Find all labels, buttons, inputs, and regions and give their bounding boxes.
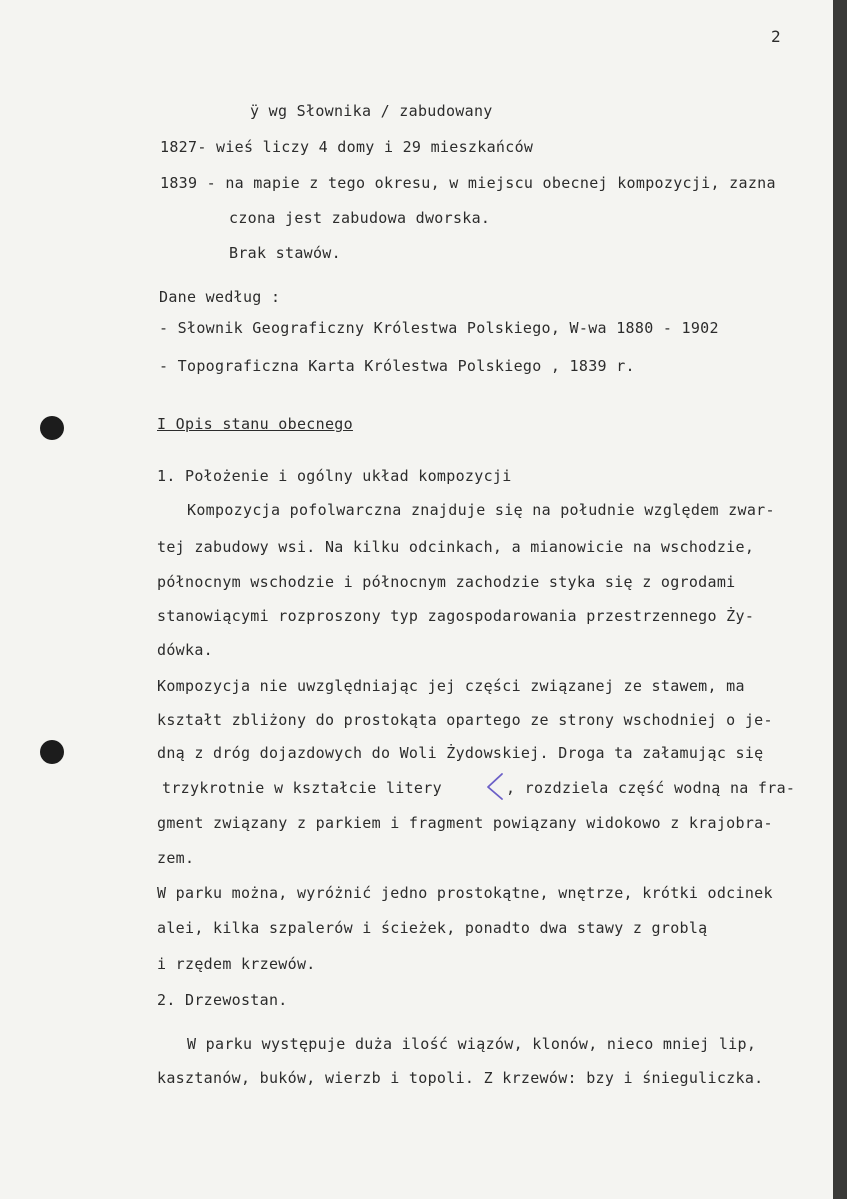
- text-line: czona jest zabudowa dworska.: [229, 209, 491, 227]
- text-line: 1839 - na mapie z tego okresu, w miejscu obecnej kompozycji, zazna: [160, 174, 776, 192]
- text-line: W parku można, wyróżnić jedno prostokątne, wnętrze, krótki odcinek: [157, 884, 773, 902]
- text-line: i rzędem krzewów.: [157, 955, 316, 973]
- section-heading: I Opis stanu obecnego: [157, 415, 353, 433]
- punch-hole: [40, 416, 64, 440]
- text-line: W parku występuje duża ilość wiązów, klonów, nieco mniej lip,: [187, 1035, 757, 1053]
- subsection-heading: 1. Położenie i ogólny układ kompozycji: [157, 467, 512, 485]
- text-line: dówka.: [157, 641, 213, 659]
- text-line: stanowiącymi rozproszony typ zagospodarowania przestrzennego Ży-: [157, 607, 755, 625]
- page-edge-shadow: [833, 0, 847, 1199]
- text-line: ÿ wg Słownika / zabudowany: [250, 102, 493, 120]
- text-line: dną z dróg dojazdowych do Woli Żydowskiej. Droga ta załamując się: [157, 744, 764, 762]
- text-line: kształt zbliżony do prostokąta opartego ze strony wschodniej o je-: [157, 711, 773, 729]
- text-line: trzykrotnie w kształcie litery: [162, 779, 442, 797]
- punch-hole: [40, 740, 64, 764]
- text-line: Dane według :: [159, 288, 281, 306]
- handwritten-letter-mark: [484, 772, 506, 802]
- text-line: kasztanów, buków, wierzb i topoli. Z krzewów: bzy i śnieguliczka.: [157, 1069, 764, 1087]
- text-line: zem.: [157, 849, 195, 867]
- text-line: Brak stawów.: [229, 244, 341, 262]
- text-line: - Słownik Geograficzny Królestwa Polskiego, W-wa 1880 - 1902: [159, 319, 719, 337]
- text-line: tej zabudowy wsi. Na kilku odcinkach, a mianowicie na wschodzie,: [157, 538, 755, 556]
- subsection-heading: 2. Drzewostan.: [157, 991, 288, 1009]
- text-line: Kompozycja nie uwzględniając jej części związanej ze stawem, ma: [157, 677, 745, 695]
- text-line: alei, kilka szpalerów i ścieżek, ponadto dwa stawy z groblą: [157, 919, 708, 937]
- text-line: Kompozycja pofolwarczna znajduje się na południe względem zwar-: [187, 501, 775, 519]
- text-line: północnym wschodzie i północnym zachodzie styka się z ogrodami: [157, 573, 736, 591]
- text-line: , rozdziela część wodną na fra-: [506, 779, 796, 797]
- text-line: - Topograficzna Karta Królestwa Polskiego , 1839 r.: [159, 357, 635, 375]
- text-line: 1827- wieś liczy 4 domy i 29 mieszkańców: [160, 138, 534, 156]
- page-number: 2: [771, 27, 781, 46]
- text-line: gment związany z parkiem i fragment powiązany widokowo z krajobra-: [157, 814, 773, 832]
